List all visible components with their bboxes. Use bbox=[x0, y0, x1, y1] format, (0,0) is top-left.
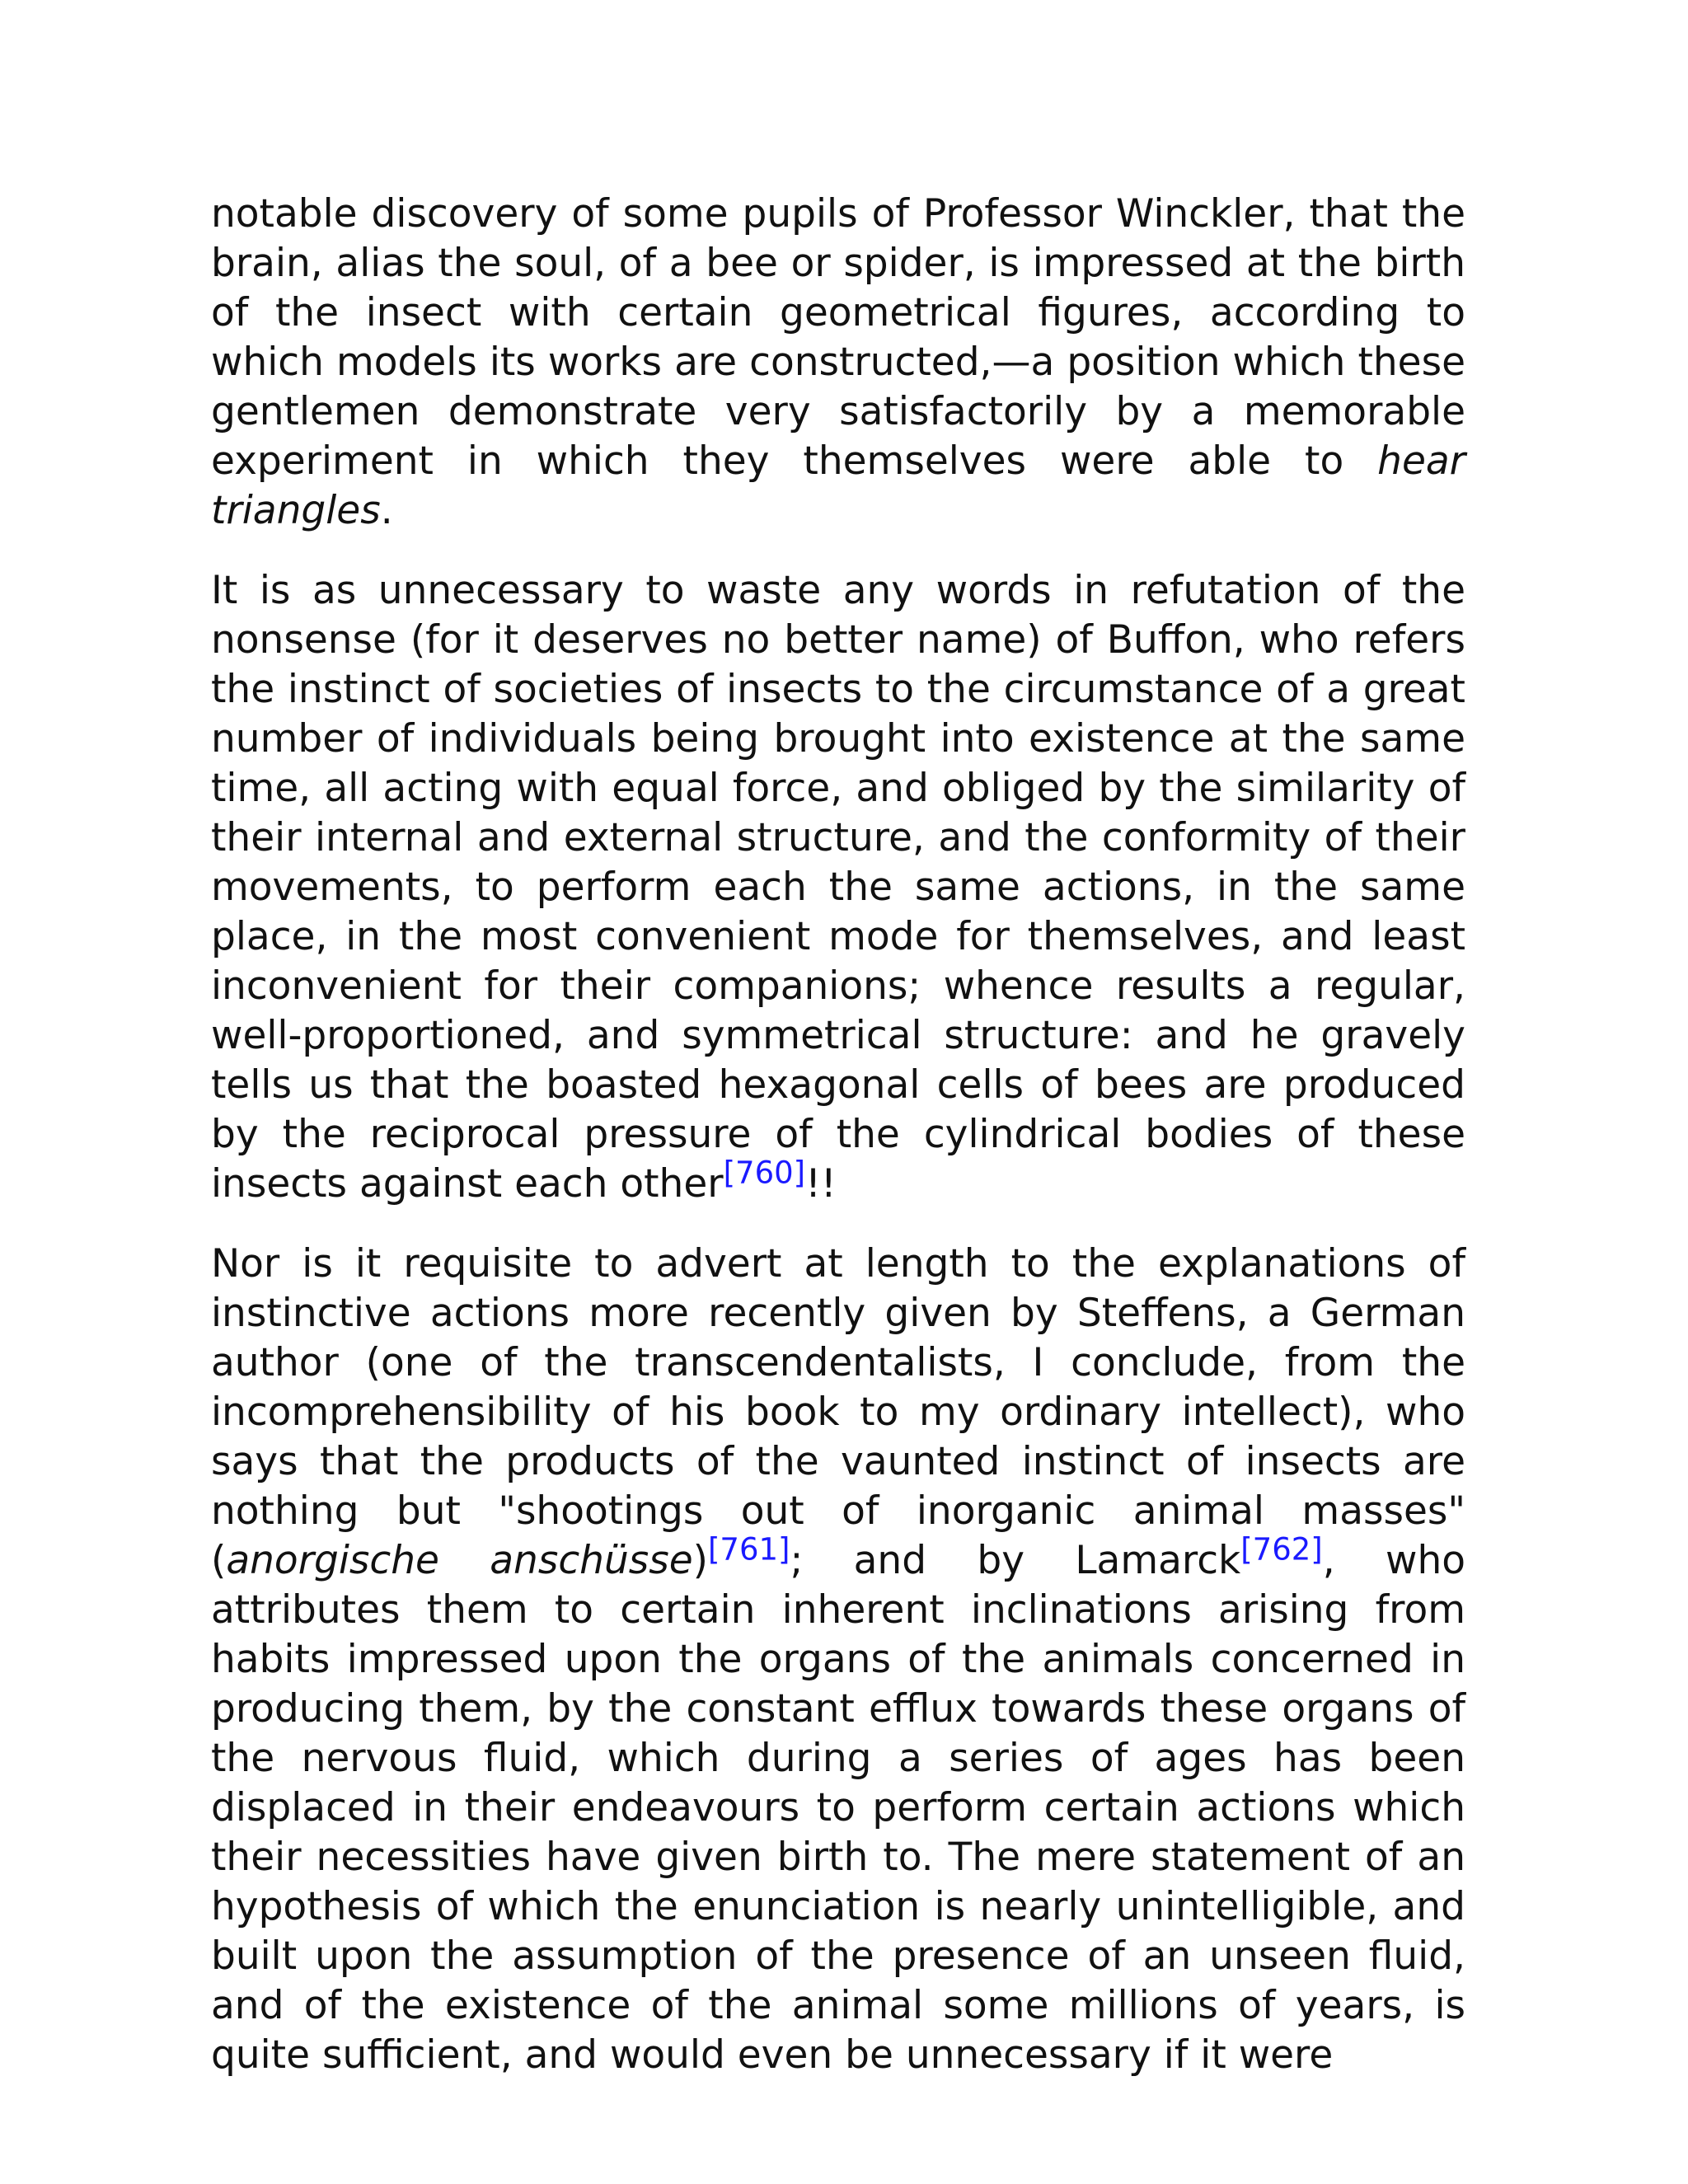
emphasis-hear-triangles: hear triangles bbox=[211, 438, 1465, 533]
paragraph-3-lamarck: ; and by Lamarck bbox=[790, 1538, 1241, 1583]
paragraph-2 bbox=[211, 566, 1465, 1209]
paragraph-2-text: It is as unnecessary to waste any words in refutation of the nonsense (for it deserves no better name) of Buffon, who refers the instinct of societies of insects to the circumstance of a great number of individuals being brought into existence at the same time, all acting with equal force, and obliged by the similarity of their internal and external structure, and the conformity of their movements, to perform each the same actions, in the same place, in the most convenient mode for themselves, and least inconvenient for their companions; whence results a regular, well-proportioned, and symmetrical structure: and he gravely tells us that the boasted hexagonal cells of bees are produced by the reciprocal pressure of the cylindrical bodies of these insects against each other bbox=[211, 568, 1465, 1207]
footnote-link-761[interactable]: [761] bbox=[707, 1531, 790, 1568]
paragraph-1-text: notable discovery of some pupils of Professor Winckler, that the brain, alias the soul, of a bee or spider, is impressed at the birth of the insect with certain geometrical figures, according to which models its works are constructed,—a position which these gentlemen demonstrate very satisfactorily by a memorable experiment in which they themselves were able to bbox=[211, 191, 1465, 484]
paragraph-3-continuation: , who attributes them to certain inherent inclinations arising from habits impressed upon the organs of the animals concerned in producing them, by the constant efflux towards these organs of the nervous fluid, which during a series of ages has been displaced in their endeavours to perform certain actions which their necessities have given birth to. The mere statement of an hypothesis of which the enunciation is nearly unintelligible, and built upon the assumption of the presence of an unseen fluid, and of the existence of the animal some millions of years, is quite sufficient, and would even be unnecessary if it were bbox=[211, 1538, 1465, 2078]
paragraph-2-end: !! bbox=[805, 1161, 837, 1207]
paragraph-1 bbox=[211, 190, 1465, 536]
footnote-link-760[interactable]: [760] bbox=[723, 1155, 806, 1191]
footnote-link-762[interactable]: [762] bbox=[1240, 1531, 1323, 1568]
paragraph-3-close-paren: ) bbox=[692, 1538, 708, 1583]
paragraph-3 bbox=[211, 1240, 1465, 2080]
emphasis-anorgische-anschusse: anorgische anschüsse bbox=[226, 1538, 693, 1583]
page-body bbox=[211, 190, 1465, 2111]
paragraph-3-text: Nor is it requisite to advert at length to the explanations of instinctive actions more recently given by Steffens, a German author (one of the transcendentalists, I conclude, from the incomprehensibility of his book to my ordinary intellect), who says that the products of the vaunted instinct of insects are nothing but "shootings out of inorganic animal masses" ( bbox=[211, 1241, 1465, 1583]
paragraph-1-end: . bbox=[380, 488, 393, 533]
